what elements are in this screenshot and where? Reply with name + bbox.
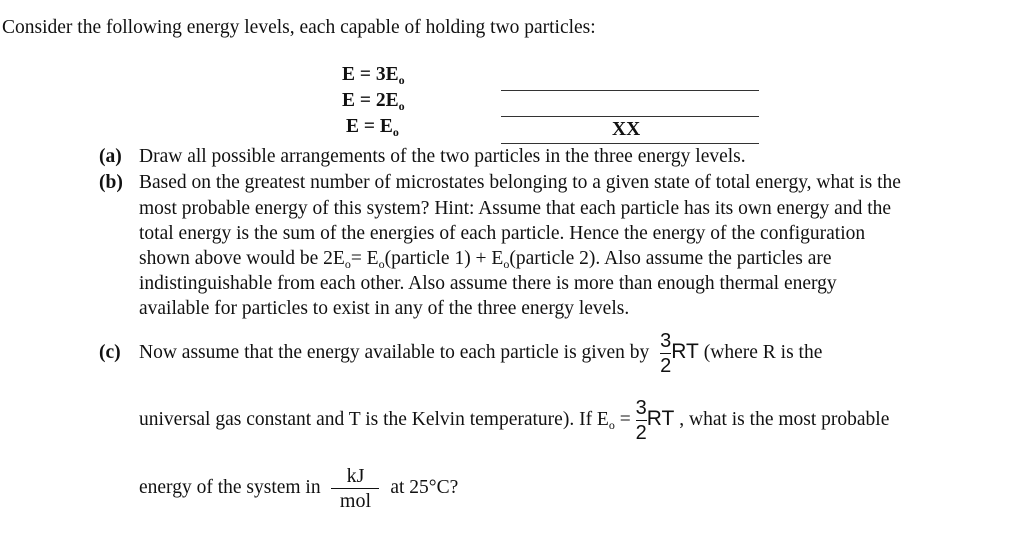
level-line-e0 [501,143,759,144]
part-b-line-1: (b) Based on the greatest number of microstates belonging to a given state of total energy, what is the [99,172,901,193]
part-c-line-1: (c) Now assume that the energy available to each particle is given by $\frac{3}{2}$ RT (where R is the [99,330,823,377]
part-b-line-2: most probable energy of this system? Hint: Assume that each particle has its own energy and the [139,198,892,219]
particles-xx: XX [612,119,641,140]
part-b-line-6: available for particles to exist in any of the three energy levels. [139,298,630,319]
fraction-three-halves: $\frac{3}{2}$ [635,397,647,444]
level-label-e0: $E = E_o$ [346,116,399,139]
fraction-three-halves: $\frac{3}{2}$ [660,330,672,377]
level-label-3e0: $E = 3E_o$ [342,64,405,87]
part-b-line-3: total energy is the sum of the energies of each particle. Hence the energy of the configuration [139,223,866,244]
level-line-3e0 [501,90,759,91]
part-b-line-5: indistinguishable from each other. Also assume there is more than enough thermal energy [139,273,837,294]
part-b-line-4: shown above would be $2E_o=$ $E_o(particle$ $1) + E_o(particle$ 2). Also assume the particles are [139,248,832,271]
level-label-2e0: $E = 2E_o$ [342,90,405,113]
part-c-line-3: energy of the system in $\frac{kJ}{\text{mol}}$ at 25°C? [139,465,459,512]
intro-text: Consider the following energy levels, each capable of holding two particles: [2,17,596,38]
part-a: (a) Draw all possible arrangements of the two particles in the three energy levels. [99,146,746,167]
level-line-2e0 [501,116,759,117]
part-c-line-2: universal gas constant and T is the Kelvin temperature). If $E_o$ = $\frac{3}{2}$ RT , what is the most probable [139,397,890,444]
fraction-kj-per-mol: $\frac{kJ}{\text{mol}}$ [331,465,379,512]
